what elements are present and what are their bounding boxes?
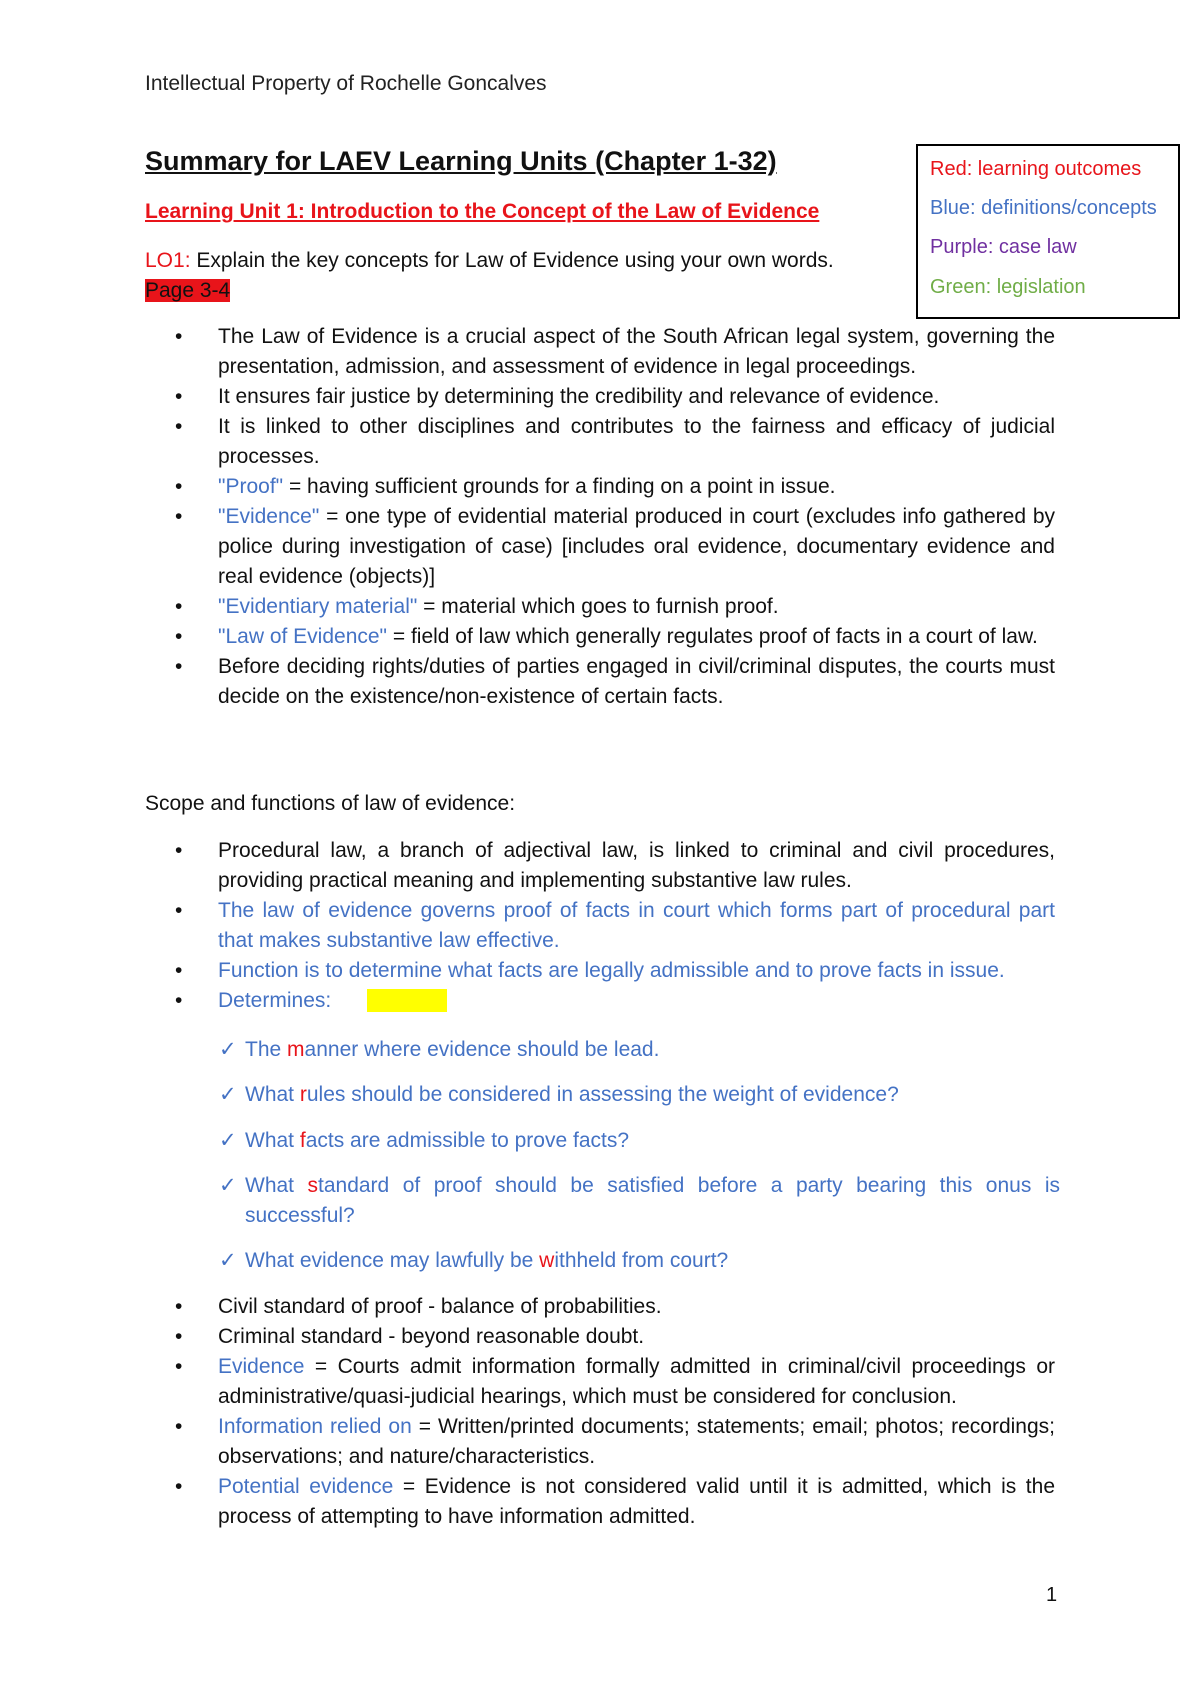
list-item-text: Before deciding rights/duties of parties engaged in civil/criminal disputes, the courts must decide on the existence/non-existence of certain facts. <box>218 655 1055 708</box>
check-item: ✓ What rules should be considered in assessing the weight of evidence? <box>245 1080 1060 1110</box>
checkmark-icon: ✓ <box>219 1174 237 1197</box>
unit-heading: Learning Unit 1: Introduction to the Concept of the Law of Evidence <box>145 200 820 223</box>
list-item: • "Proof" = having sufficient grounds for a finding on a point in issue. <box>175 475 836 498</box>
mnemonic-highlight: MRFSW <box>367 989 447 1012</box>
list-item-text: = field of law which generally regulates proof of facts in a court of law. <box>387 625 1038 648</box>
list-item: • Determines: MRFSW <box>175 989 447 1012</box>
legend-purple: Purple: case law <box>930 236 1077 258</box>
mnemonic-letter: s <box>307 1174 318 1197</box>
list-item: • Procedural law, a branch of adjectival law, is linked to criminal and civil procedures, providing practical meaning and implementing substantive law rules. <box>175 839 1055 892</box>
list-item-text: It is linked to other disciplines and contributes to the fairness and efficacy of judicial processes. <box>218 415 1055 468</box>
check-item: ✓ What evidence may lawfully be withheld from court? <box>245 1246 1060 1276</box>
definition-term: "Proof" <box>218 475 284 498</box>
checkmark-icon: ✓ <box>219 1129 237 1152</box>
color-legend-box <box>916 144 1180 319</box>
page-number: 1 <box>1046 1584 1058 1606</box>
list-item-text: Determines: <box>218 989 332 1012</box>
list-item: • The law of evidence governs proof of facts in court which forms part of procedural part that makes substantive law effective. <box>175 899 1055 952</box>
mnemonic-letter: w <box>539 1249 555 1272</box>
page-header: Intellectual Property of Rochelle Goncalves <box>145 72 547 95</box>
list-item-text: = having sufficient grounds for a finding on a point in issue. <box>283 475 836 498</box>
list-item: • Information relied on = Written/printed documents; statements; email; photos; recordings; observations; and nature/characteristics. <box>175 1415 1055 1468</box>
definition-term: Evidence <box>218 1355 305 1378</box>
bullet-list-scope <box>145 836 1055 1016</box>
definition-term: "Evidence" <box>218 505 320 528</box>
list-item: • Evidence = Courts admit information formally admitted in criminal/civil proceedings or administrative/quasi-judicial hearings, which must be considered for conclusion. <box>175 1355 1055 1408</box>
definition-term: "Evidentiary material" <box>218 595 418 618</box>
checkmark-icon: ✓ <box>219 1249 237 1272</box>
list-item-text: = material which goes to furnish proof. <box>417 595 779 618</box>
check-item: ✓ The manner where evidence should be lead. <box>245 1035 1060 1065</box>
list-item: • "Evidentiary material" = material which goes to furnish proof. <box>175 595 779 618</box>
list-item: • Before deciding rights/duties of parties engaged in civil/criminal disputes, the courts must decide on the existence/non-existence of certain facts. <box>175 655 1055 708</box>
definition-term: Potential evidence <box>218 1475 394 1498</box>
check-item: ✓ What standard of proof should be satisfied before a party bearing this onus is successful? <box>245 1171 1060 1231</box>
list-item-text: = Written/printed documents; statements; email; photos; recordings; observations; and nature/characteristics. <box>218 1415 1055 1468</box>
lo-label: LO1: <box>145 249 191 272</box>
bullet-list-intro <box>145 322 1055 712</box>
list-item-text: Civil standard of proof - balance of probabilities. <box>218 1295 662 1318</box>
mnemonic-letter: f <box>299 1129 306 1152</box>
mnemonic-letter: m <box>287 1038 305 1061</box>
list-item-text: Criminal standard - beyond reasonable doubt. <box>218 1325 645 1348</box>
list-item: • Potential evidence = Evidence is not considered valid until it is admitted, which is the process of attempting to have information admitted. <box>175 1475 1055 1528</box>
mnemonic-letter: r <box>299 1083 307 1106</box>
legend-blue: Blue: definitions/concepts <box>930 197 1157 219</box>
list-item: • "Law of Evidence" = field of law which generally regulates proof of facts in a court of law. <box>175 625 1038 648</box>
learning-outcome <box>145 246 834 306</box>
lo-text: Explain the key concepts for Law of Evidence using your own words. <box>190 249 834 272</box>
checkmark-icon: ✓ <box>219 1083 237 1106</box>
legend-red: Red: learning outcomes <box>930 158 1142 180</box>
checkmark-icon: ✓ <box>219 1038 237 1061</box>
list-item: • Function is to determine what facts are legally admissible and to prove facts in issue. <box>175 959 1005 982</box>
list-item: • "Evidence" = one type of evidential material produced in court (excludes info gathered by police during investigation of case) [includes oral evidence, documentary evidence and real evidence (objects)] <box>175 505 1055 588</box>
list-item: • It is linked to other disciplines and contributes to the fairness and efficacy of judicial processes. <box>175 415 1055 468</box>
definition-term: Information relied on <box>218 1415 412 1438</box>
list-item: • Civil standard of proof - balance of probabilities. <box>175 1295 662 1318</box>
definition-term: "Law of Evidence" <box>218 625 388 648</box>
list-item-text: Function is to determine what facts are legally admissible and to prove facts in issue. <box>218 959 1005 982</box>
list-item-text: The Law of Evidence is a crucial aspect of the South African legal system, governing the presentation, admission, and assessment of evidence in legal proceedings. <box>218 325 1055 378</box>
page-reference: Page 3-4 <box>145 279 231 302</box>
list-item-text: = one type of evidential material produced in court (excludes info gathered by police during investigation of case) [includes oral evidence, documentary evidence and real evidence (objects)] <box>218 505 1055 588</box>
bullet-list-standards <box>145 1292 1055 1532</box>
check-item: ✓ What facts are admissible to prove facts? <box>245 1126 1060 1156</box>
list-item-text: It ensures fair justice by determining the credibility and relevance of evidence. <box>218 385 940 408</box>
list-item: • The Law of Evidence is a crucial aspect of the South African legal system, governing the presentation, admission, and assessment of evidence in legal proceedings. <box>175 325 1055 378</box>
scope-heading: Scope and functions of law of evidence: <box>145 792 516 815</box>
page-title: Summary for LAEV Learning Units (Chapter 1-32) <box>145 146 777 176</box>
legend-green: Green: legislation <box>930 276 1086 298</box>
list-item: • Criminal standard - beyond reasonable doubt. <box>175 1325 645 1348</box>
list-item-text: = Evidence is not considered valid until it is admitted, which is the process of attempting to have information admitted. <box>218 1475 1055 1528</box>
list-item-text: The law of evidence governs proof of facts in court which forms part of procedural part that makes substantive law effective. <box>218 899 1055 952</box>
list-item-text: = Courts admit information formally admitted in criminal/civil proceedings or administrative/quasi-judicial hearings, which must be considered for conclusion. <box>218 1355 1055 1408</box>
list-item: • It ensures fair justice by determining the credibility and relevance of evidence. <box>175 385 940 408</box>
list-item-text: Procedural law, a branch of adjectival law, is linked to criminal and civil procedures, providing practical meaning and implementing substantive law rules. <box>218 839 1055 892</box>
